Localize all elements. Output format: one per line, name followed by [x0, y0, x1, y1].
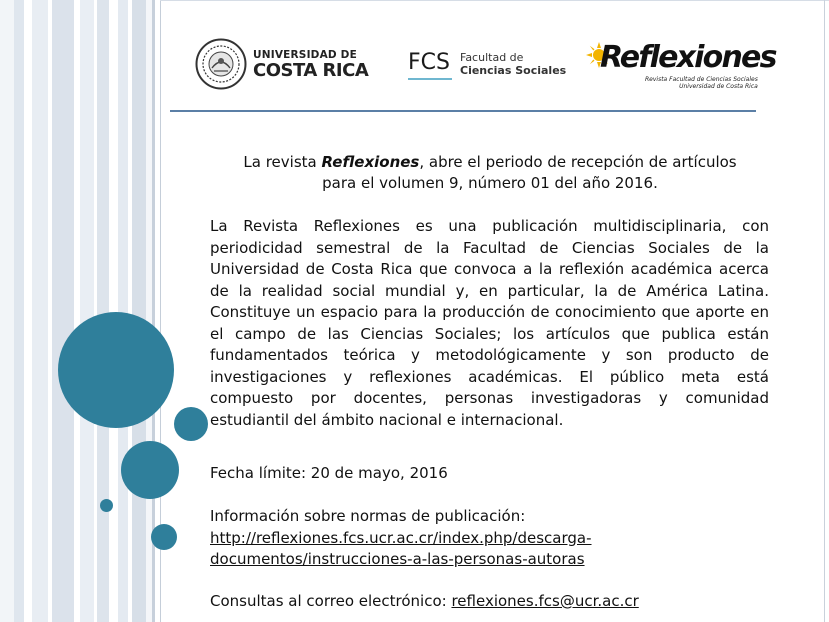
guidelines-link-line1: http://reflexiones.fcs.ucr.ac.cr/index.php/descarga- [210, 528, 592, 547]
decorative-stripes [0, 0, 170, 622]
info-label: Información sobre normas de publicación: [210, 507, 526, 525]
reflexiones-logo-subtitle [645, 76, 758, 90]
stripe [0, 0, 14, 622]
announcement-line2: para el volumen 9, número 01 del año 2016. [322, 174, 658, 192]
guidelines-link-line2: documentos/instrucciones-a-las-personas-autoras [210, 550, 585, 568]
top-frame-line [160, 0, 829, 1]
deadline-text: Fecha límite: 20 de mayo, 2016 [210, 464, 448, 482]
reflexiones-sub-line1: Revista Facultad de Ciencias Sociales [645, 76, 758, 83]
email-link[interactable]: reflexiones.fcs@ucr.ac.cr [451, 592, 639, 610]
stripe [97, 0, 109, 622]
reflexiones-logo-word: Reflexiones [600, 40, 776, 75]
ucr-line1: UNIVERSIDAD DE [253, 49, 357, 61]
header-divider [170, 110, 756, 112]
tiny-circle [100, 499, 113, 512]
reflexiones-sub-line2: Universidad de Costa Rica [679, 83, 758, 90]
ucr-line2: COSTA RICA [253, 59, 369, 81]
magazine-name: Reflexiones [321, 153, 420, 171]
small-circle [174, 407, 208, 441]
publication-info [210, 506, 769, 571]
fcs-line1: Facultad de [460, 51, 524, 64]
fcs-line2: Ciencias Sociales [460, 64, 567, 77]
medium-circle [121, 441, 179, 499]
description-paragraph: La Revista Reflexiones es una publicación multidisciplinaria, con periodicidad semestral de la Facultad de Ciencias Sociales de la Universidad de Costa Rica que convoca a la reflexión académica acerca de la realidad social mundial y, en particular, la de América Latina. Constituye un espacio para la producción de conocimiento que aporte en el campo de las Ciencias Sociales; los artículos que publica están fundamentados teórica y metodológicamente y son producto de investigaciones y reflexiones académicas. El público meta está compuesto por docentes, personas investigadoras y comunidad estudiantil del ámbito nacional e internacional. [210, 217, 769, 429]
stripe [32, 0, 48, 622]
large-circle [58, 312, 174, 428]
announcement-line1 [210, 152, 770, 173]
fcs-logo-name [460, 51, 566, 77]
contact-line [210, 591, 639, 612]
announcement-suffix: , abre el periodo de recepción de artículos [419, 153, 737, 171]
guidelines-link[interactable] [210, 529, 592, 569]
fcs-logo-abbr: FCS [408, 50, 450, 75]
stripe [14, 0, 24, 622]
stripe [109, 0, 118, 622]
ucr-logo-text [253, 50, 368, 80]
stripe [52, 0, 74, 622]
fcs-logo-underline [408, 78, 452, 80]
stripe [132, 0, 146, 622]
stripe [118, 0, 128, 622]
contact-label: Consultas al correo electrónico: [210, 592, 452, 610]
stripe [80, 0, 94, 622]
ucr-seal-logo [195, 38, 247, 90]
announcement [210, 152, 770, 194]
announcement-prefix: La revista [243, 153, 322, 171]
stripe [24, 0, 32, 622]
small-circle [151, 524, 177, 550]
right-frame-line [824, 0, 825, 622]
